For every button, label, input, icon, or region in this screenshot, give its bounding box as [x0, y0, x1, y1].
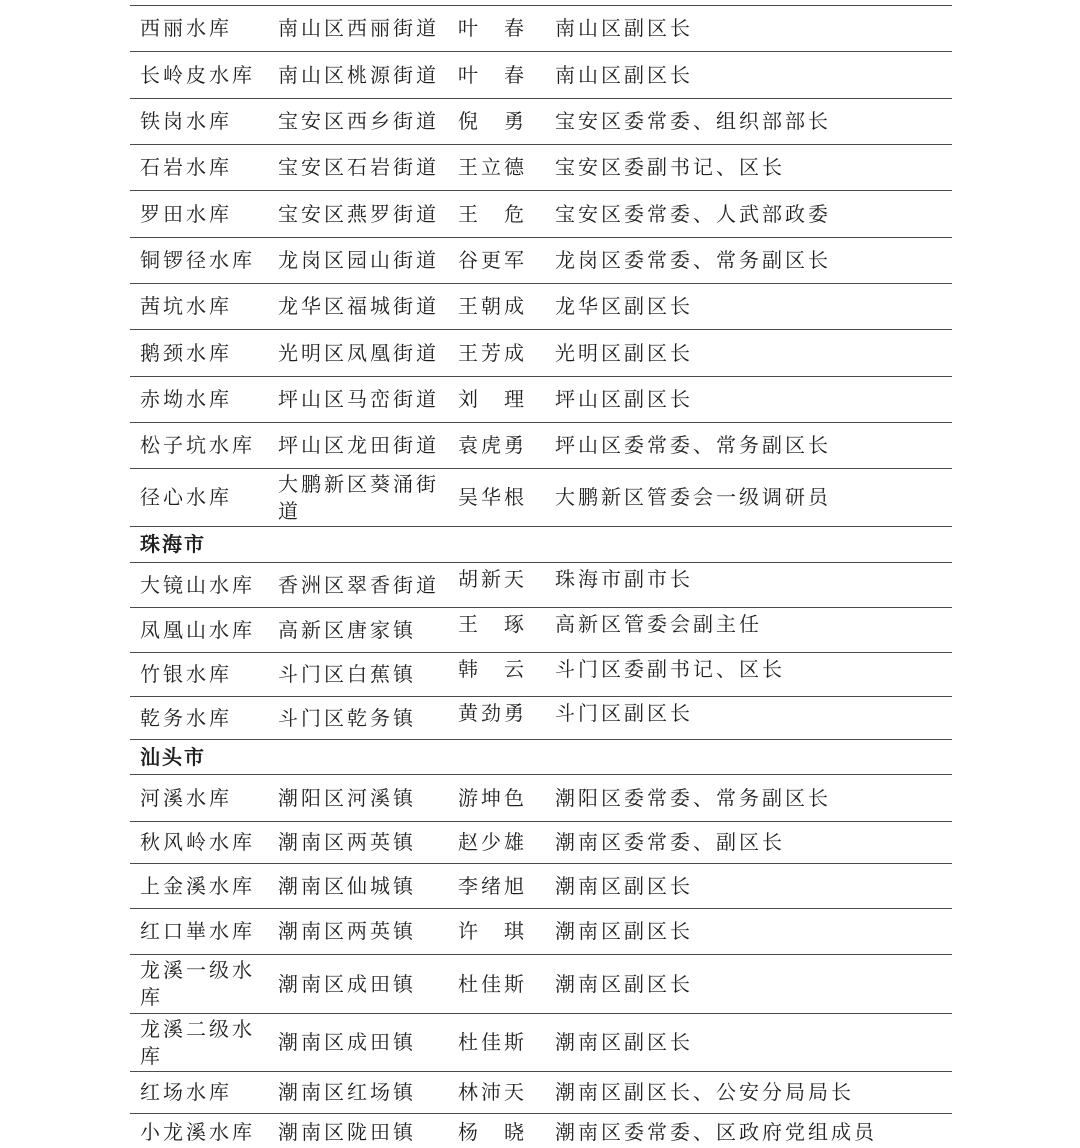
reservoir-location: 斗门区乾务镇	[278, 705, 416, 730]
reservoir-location: 坪山区马峦街道	[278, 387, 439, 411]
responsible-person: 李绪旭	[458, 873, 527, 898]
table-row	[130, 422, 952, 468]
reservoir-name: 红口崋水库	[140, 919, 255, 943]
reservoir-location: 坪山区龙田街道	[278, 433, 439, 457]
reservoir-name: 河溪水库	[140, 785, 232, 810]
reservoir-name: 红场水库	[140, 1080, 232, 1104]
responsible-position: 潮南区副区长	[555, 1030, 693, 1054]
responsible-person: 倪 勇	[458, 109, 527, 133]
responsible-position: 高新区管委会副主任	[555, 612, 762, 636]
responsible-position: 坪山区副区长	[555, 387, 693, 411]
responsible-position: 宝安区委副书记、区长	[555, 155, 785, 179]
responsible-position: 珠海市副市长	[555, 567, 693, 591]
city-title-shantou: 汕头市	[140, 744, 206, 769]
reservoir-name: 竹银水库	[140, 662, 232, 686]
table-row	[130, 1013, 952, 1071]
responsible-position: 南山区副区长	[555, 62, 693, 87]
reservoir-location: 宝安区石岩街道	[278, 155, 439, 179]
responsible-person: 王 危	[458, 201, 527, 226]
reservoir-name: 小龙溪水库	[140, 1120, 255, 1144]
responsible-person: 王立德	[458, 155, 527, 179]
reservoir-name: 凤凰山水库	[140, 617, 255, 642]
table-row	[130, 51, 952, 98]
reservoir-location: 香洲区翠香街道	[278, 572, 439, 597]
reservoir-name: 铁岗水库	[140, 109, 232, 133]
responsible-person: 韩 云	[458, 657, 527, 681]
reservoir-location: 大鹏新区葵涌街道	[278, 471, 439, 523]
table-row	[130, 144, 952, 190]
reservoir-name: 大镜山水库	[140, 572, 255, 597]
table-row	[130, 908, 952, 954]
reservoir-location: 潮南区仙城镇	[278, 873, 416, 898]
reservoir-location: 潮南区两英镇	[278, 830, 416, 854]
responsible-position: 潮阳区委常委、常务副区长	[555, 785, 831, 810]
table-row	[130, 329, 952, 376]
responsible-person: 杜佳斯	[458, 1030, 527, 1054]
responsible-person: 王 琢	[458, 612, 527, 636]
reservoir-name: 秋风岭水库	[140, 830, 255, 854]
responsible-position: 龙岗区委常委、常务副区长	[555, 248, 831, 272]
table-row	[130, 98, 952, 144]
table-row	[130, 468, 952, 526]
reservoir-location: 潮南区成田镇	[278, 971, 416, 996]
responsible-person: 王芳成	[458, 340, 527, 365]
responsible-person: 林沛天	[458, 1080, 527, 1104]
responsible-person: 袁虎勇	[458, 433, 527, 457]
reservoir-location: 潮南区成田镇	[278, 1030, 416, 1054]
reservoir-location: 潮南区红场镇	[278, 1080, 416, 1104]
reservoir-location: 南山区桃源街道	[278, 62, 439, 87]
reservoir-location: 潮南区陇田镇	[278, 1120, 416, 1144]
table-row	[130, 1113, 952, 1148]
table-row	[130, 283, 952, 329]
reservoir-name: 上金溪水库	[140, 873, 255, 898]
reservoir-name: 茜坑水库	[140, 294, 232, 318]
reservoir-location: 宝安区燕罗街道	[278, 201, 439, 226]
reservoir-location: 潮阳区河溪镇	[278, 785, 416, 810]
reservoir-location: 潮南区两英镇	[278, 919, 416, 943]
responsible-person: 吴华根	[458, 485, 527, 509]
responsible-person: 杜佳斯	[458, 971, 527, 996]
responsible-person: 赵少雄	[458, 830, 527, 854]
reservoir-location: 南山区西丽街道	[278, 16, 439, 40]
reservoir-name: 长岭皮水库	[140, 62, 255, 87]
table-row	[130, 652, 952, 696]
table-row	[130, 1071, 952, 1113]
city-title-zhuhai: 珠海市	[140, 532, 206, 556]
reservoir-location: 龙华区福城街道	[278, 294, 439, 318]
responsible-position: 坪山区委常委、常务副区长	[555, 433, 831, 457]
table-row	[130, 5, 952, 51]
responsible-person: 黄劲勇	[458, 701, 527, 725]
reservoir-name: 龙溪二级水库	[140, 1016, 255, 1068]
responsible-person: 谷更军	[458, 248, 527, 272]
table-row	[130, 237, 952, 283]
responsible-position: 潮南区副区长	[555, 919, 693, 943]
responsible-person: 许 琪	[458, 919, 527, 943]
reservoir-name: 铜锣径水库	[140, 248, 255, 272]
responsible-person: 杨 晓	[458, 1120, 527, 1144]
reservoir-name: 乾务水库	[140, 705, 232, 730]
table-row	[130, 863, 952, 908]
reservoir-name: 石岩水库	[140, 155, 232, 179]
responsible-position: 宝安区委常委、人武部政委	[555, 201, 831, 226]
responsible-position: 南山区副区长	[555, 16, 693, 40]
responsible-position: 潮南区副区长	[555, 873, 693, 898]
table-row	[130, 774, 952, 821]
reservoir-name: 罗田水库	[140, 201, 232, 226]
responsible-person: 刘 理	[458, 387, 527, 411]
responsible-position: 宝安区委常委、组织部部长	[555, 109, 831, 133]
responsible-position: 潮南区副区长、公安分局局长	[555, 1080, 854, 1104]
table-row	[130, 562, 952, 607]
responsible-position: 潮南区委常委、区政府党组成员	[555, 1120, 877, 1144]
reservoir-name: 松子坑水库	[140, 433, 255, 457]
reservoir-name: 赤坳水库	[140, 387, 232, 411]
responsible-person: 叶 春	[458, 62, 527, 87]
reservoir-location: 光明区凤凰街道	[278, 340, 439, 365]
responsible-position: 潮南区委常委、副区长	[555, 830, 785, 854]
responsible-position: 大鹏新区管委会一级调研员	[555, 485, 831, 509]
responsible-position: 斗门区委副书记、区长	[555, 657, 785, 681]
table-row	[130, 376, 952, 422]
responsible-position: 斗门区副区长	[555, 701, 693, 725]
table-row	[130, 607, 952, 652]
reservoir-location: 宝安区西乡街道	[278, 109, 439, 133]
responsible-person: 胡新天	[458, 567, 527, 591]
reservoir-location: 斗门区白蕉镇	[278, 662, 416, 686]
table-row	[130, 821, 952, 863]
responsible-position: 龙华区副区长	[555, 294, 693, 318]
responsible-person: 游坤色	[458, 785, 527, 810]
responsible-person: 王朝成	[458, 294, 527, 318]
group-header-row	[130, 739, 952, 774]
reservoir-location: 高新区唐家镇	[278, 617, 416, 642]
reservoir-name: 径心水库	[140, 485, 232, 509]
table-row	[130, 696, 952, 739]
reservoir-location: 龙岗区园山街道	[278, 248, 439, 272]
reservoir-name: 西丽水库	[140, 16, 232, 40]
table-row	[130, 190, 952, 237]
responsible-position: 潮南区副区长	[555, 971, 693, 996]
reservoir-name: 鹅颈水库	[140, 340, 232, 365]
responsible-position: 光明区副区长	[555, 340, 693, 365]
responsible-person: 叶 春	[458, 16, 527, 40]
group-header-row	[130, 526, 952, 562]
table-row	[130, 954, 952, 1013]
reservoir-name: 龙溪一级水库	[140, 958, 255, 1009]
